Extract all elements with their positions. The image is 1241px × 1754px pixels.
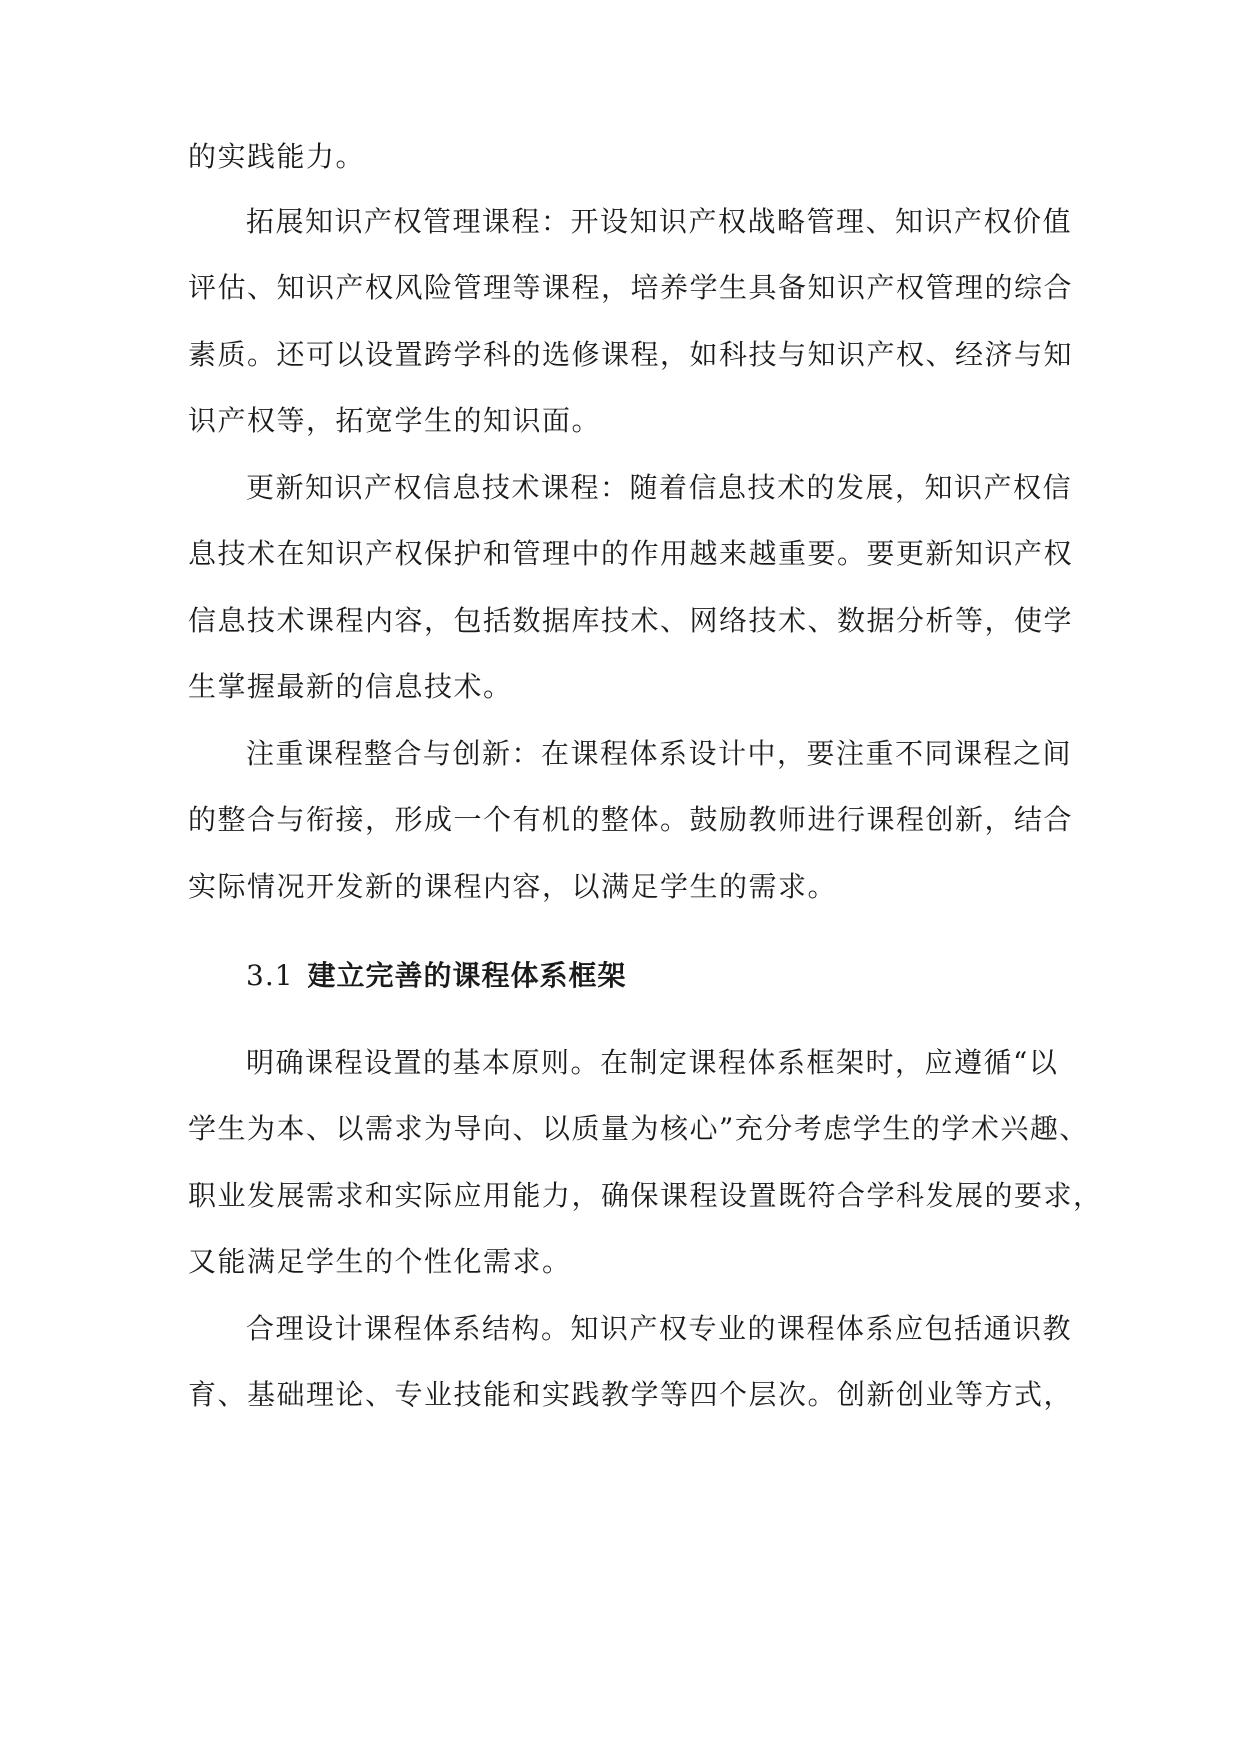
text-line: 息技术在知识产权保护和管理中的作用越来越重要。要更新知识产权 [188, 537, 1074, 570]
text-line: 评估、知识产权风险管理等课程，培养学生具备知识产权管理的综合 [188, 271, 1074, 304]
text-line: 育、基础理论、专业技能和实践教学等四个层次。创新创业等方式， [188, 1378, 1074, 1411]
text-line: 职业发展需求和实际应用能力，确保课程设置既符合学科发展的要求， [188, 1179, 1103, 1212]
text-line: 生掌握最新的信息技术。 [188, 670, 513, 703]
text-line: 又能满足学生的个性化需求。 [188, 1245, 572, 1278]
section-heading [246, 956, 627, 996]
section-number: 3.1 [246, 959, 294, 992]
paragraph-start-line: 明确课程设置的基本原则。在制定课程体系框架时，应遵循“以 [246, 1046, 1059, 1079]
text-line: 的整合与衔接，形成一个有机的整体。鼓励教师进行课程创新，结合 [188, 803, 1074, 836]
paragraph-start-line: 更新知识产权信息技术课程：随着信息技术的发展，知识产权信 [246, 471, 1073, 504]
paragraph-start-line: 拓展知识产权管理课程：开设知识产权战略管理、知识产权价值 [246, 205, 1073, 238]
text-line: 实际情况开发新的课程内容，以满足学生的需求。 [188, 870, 838, 903]
text-line: 学生为本、以需求为导向、以质量为核心”充分考虑学生的学术兴趣、 [188, 1112, 1089, 1145]
text-line: 识产权等，拓宽学生的知识面。 [188, 404, 602, 437]
paragraph-start-line: 合理设计课程体系结构。知识产权专业的课程体系应包括通识教 [246, 1312, 1073, 1345]
text-line: 信息技术课程内容，包括数据库技术、网络技术、数据分析等，使学 [188, 604, 1074, 637]
text-line: 素质。还可以设置跨学科的选修课程，如科技与知识产权、经济与知 [188, 338, 1074, 371]
paragraph-start-line: 注重课程整合与创新：在课程体系设计中，要注重不同课程之间 [246, 737, 1073, 770]
section-title: 建立完善的课程体系框架 [307, 959, 627, 992]
text-line: 的实践能力。 [188, 140, 366, 173]
